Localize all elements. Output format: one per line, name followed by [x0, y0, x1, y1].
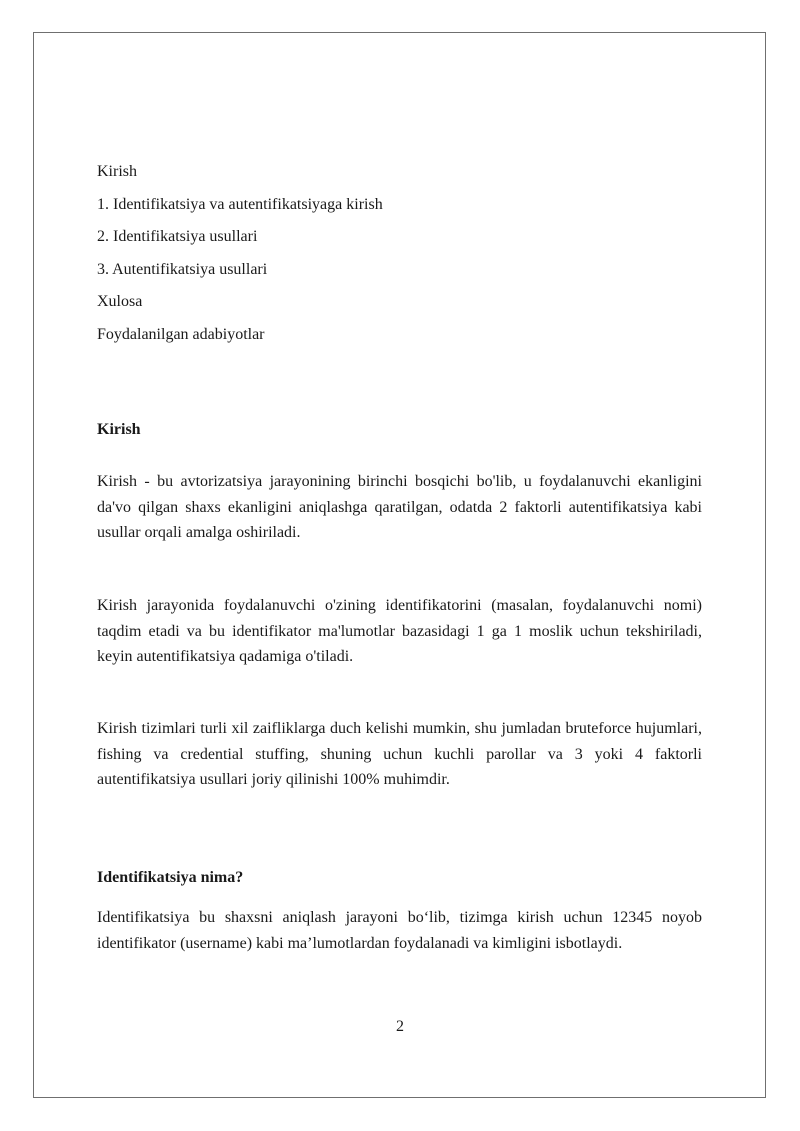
table-of-contents	[97, 160, 702, 355]
toc-item-autentifikatsiya-usullari: 3. Autentifikatsiya usullari	[97, 260, 268, 278]
paragraph-identifikatsiya-1: Identifikatsiya bu shaxsni aniqlash jarayoni bo‘lib, tizimga kirish uchun 12345 noyob identifikator (username) kabi ma’lumotlardan foydalanadi va kimligini isbotlaydi.	[97, 909, 702, 952]
paragraph-kirish-2: Kirish jarayonida foydalanuvchi o'zining identifikatorini (masalan, foydalanuvchi nomi) taqdim etadi va bu identifikator ma'lumotlar bazasidagi 1 ga 1 moslik uchun tekshiriladi, keyin autentifikatsiya qadamiga o'tiladi.	[97, 597, 702, 665]
toc-item-identifikatsiya-usullari: 2. Identifikatsiya usullari	[97, 228, 258, 245]
toc-item-identifikatsiya-va-autentifikatsiya: 1. Identifikatsiya va autentifikatsiyaga kirish	[97, 195, 383, 213]
section-heading-identifikatsiya: Identifikatsiya nima?	[97, 869, 244, 886]
section-heading-kirish: Kirish	[97, 421, 141, 438]
toc-item-kirish: Kirish	[97, 163, 137, 180]
paragraph-kirish-3: Kirish tizimlari turli xil zaifliklarga duch kelishi mumkin, shu jumladan bruteforce hujumlari, fishing va credential stuffing, shuning uchun kuchli parollar va 3 yoki 4 faktorli autentifikatsiya usullari joriy qilinishi 100% muhimdir.	[97, 720, 702, 788]
toc-item-xulosa: Xulosa	[97, 293, 143, 310]
paragraph-kirish-1: Kirish - bu avtorizatsiya jarayonining birinchi bosqichi bo'lib, u foydalanuvchi ekanligini da'vo qilgan shaxs ekanligini aniqlashga qaratilgan, odatda 2 faktorli autentifikatsiya kabi usullar orqali amalga oshiriladi.	[97, 473, 702, 541]
toc-item-adabiyotlar: Foydalanilgan adabiyotlar	[97, 325, 265, 343]
page-number: 2	[396, 1018, 404, 1035]
